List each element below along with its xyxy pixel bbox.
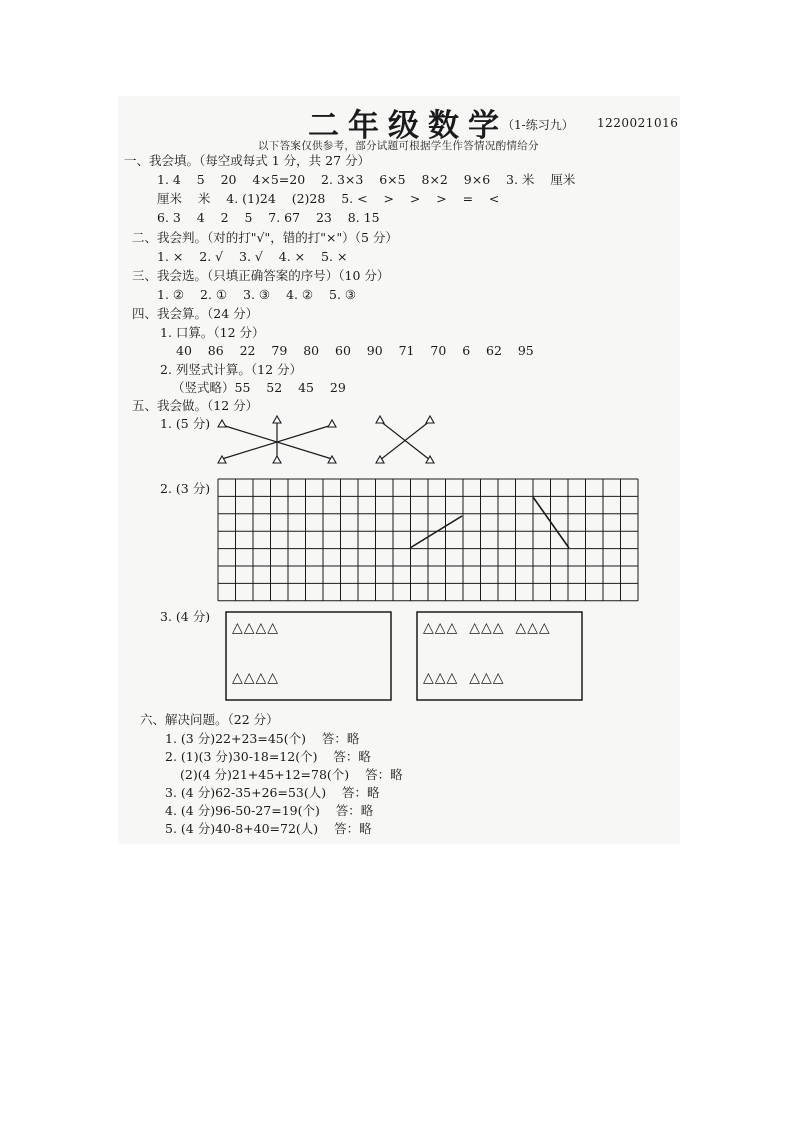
section-5-q3-label: 3. (4 分) — [160, 609, 211, 624]
section-6-heading: 六、解决问题。（22 分） — [140, 712, 279, 727]
right-box-row-1: △△△ △△△ △△△ — [423, 620, 551, 636]
section-4-heading: 四、我会算。（24 分） — [132, 306, 259, 321]
section-5-heading: 五、我会做。（12 分） — [132, 398, 259, 413]
section-1-line-2: 厘米 米 4. (1)24 (2)28 5. < > > > = < — [157, 191, 500, 206]
section-2-answers: 1. × 2. √ 3. √ 4. × 5. × — [157, 249, 348, 264]
section-3-heading: 三、我会选。（只填正确答案的序号）（10 分） — [132, 268, 390, 283]
section-5-q2-label: 2. (3 分) — [160, 481, 211, 496]
section-2-heading: 二、我会判。（对的打"√"，错的打"×"）（5 分） — [132, 230, 398, 245]
section-6-answer-3: 3. (4 分)62-35+26=53(人) 答：略 — [165, 785, 380, 800]
right-box-row-2: △△△ △△△ — [423, 670, 505, 686]
section-6-answer-1: 1. (3 分)22+23=45(个) 答：略 — [165, 731, 360, 746]
page-title: 二年级数学 — [308, 108, 508, 144]
left-box-row-2: △△△△ — [232, 670, 280, 686]
section-1-line-3: 6. 3 4 2 5 7. 67 23 8. 15 — [157, 210, 380, 225]
section-3-answers: 1. ② 2. ① 3. ③ 4. ② 5. ③ — [157, 287, 357, 302]
page-subtitle: （1-练习九） — [502, 118, 574, 132]
section-4-sub2: 2. 列竖式计算。（12 分） — [160, 362, 303, 377]
section-6-answer-2b: (2)(4 分)21+45+12=78(个) 答：略 — [180, 767, 403, 782]
scoring-note: 以下答案仅供参考，部分试题可根据学生作答情况酌情给分 — [258, 140, 539, 152]
section-4-sub1: 1. 口算。（12 分） — [160, 325, 265, 340]
section-6-answer-4: 4. (4 分)96-50-27=19(个) 答：略 — [165, 803, 374, 818]
section-1-line-1: 1. 4 5 20 4×5=20 2. 3×3 6×5 8×2 9×6 3. 米 厘米 — [157, 172, 576, 187]
left-box-row-1: △△△△ — [232, 620, 280, 636]
section-6-answer-2: 2. (1)(3 分)30-18=12(个) 答：略 — [165, 749, 371, 764]
section-4-sub2-answers: （竖式略）55 52 45 29 — [172, 380, 346, 395]
section-1-heading: 一、我会填。（每空或每式 1 分，共 27 分） — [124, 153, 371, 168]
section-4-sub1-answers: 40 86 22 79 80 60 90 71 70 6 62 95 — [176, 343, 534, 358]
section-6-answer-5: 5. (4 分)40-8+40=72(人) 答：略 — [165, 821, 372, 836]
section-5-q1-label: 1. (5 分) — [160, 416, 211, 431]
document-code: 1220021016 — [597, 116, 679, 130]
